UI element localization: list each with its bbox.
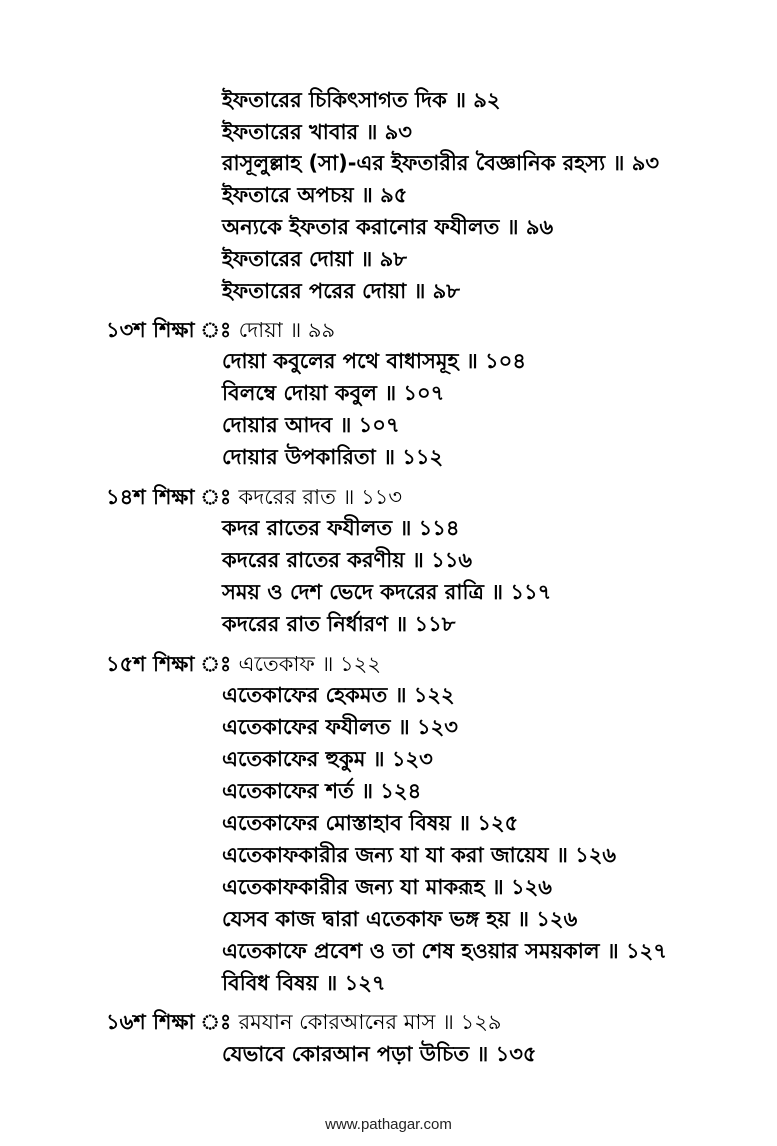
chapter-heading <box>106 650 381 678</box>
toc-entry: ইফতারের চিকিৎসাগত দিক ॥ ৯২ <box>222 88 501 112</box>
footer-url: www.pathagar.com <box>325 1116 452 1133</box>
toc-entry: বিবিধ বিষয় ॥ ১২৭ <box>222 971 386 995</box>
toc-entry: এতেকাফের হেকমত ॥ ১২২ <box>222 683 455 707</box>
toc-entry: এতেকাফের মোস্তাহাব বিষয় ॥ ১২৫ <box>222 811 519 835</box>
toc-entry: এতেকাফের ফযীলত ॥ ১২৩ <box>222 715 458 739</box>
toc-entry: অন্যকে ইফতার করানোর ফযীলত ॥ ৯৬ <box>222 215 554 239</box>
toc-entry: এতেকাফকারীর জন্য যা যা করা জায়েয ॥ ১২৬ <box>222 843 617 867</box>
chapter-label: ১৬শ শিক্ষা <box>106 1010 195 1034</box>
toc-entry: যেসব কাজ দ্বারা এতেকাফ ভঙ্গ হয় ॥ ১২৬ <box>222 907 578 931</box>
toc-entry: দোয়ার আদব ॥ ১০৭ <box>222 413 400 437</box>
toc-entry: দোয়া কবুলের পথে বাধাসমূহ ॥ ১০৪ <box>222 349 526 373</box>
toc-entry: কদর রাতের ফযীলত ॥ ১১৪ <box>222 516 460 540</box>
toc-entry: ইফতারের দোয়া ॥ ৯৮ <box>222 247 407 271</box>
toc-entry: কদরের রাতের করণীয় ॥ ১১৬ <box>222 548 473 572</box>
toc-entry: ইফতারের খাবার ॥ ৯৩ <box>222 120 412 144</box>
chapter-title: এতেকাফ ॥ ১২২ <box>238 652 381 676</box>
toc-entry: ইফতারে অপচয় ॥ ৯৫ <box>222 183 408 207</box>
toc-entry: এতেকাফের হুকুম ॥ ১২৩ <box>222 747 433 771</box>
chapter-label: ১৫শ শিক্ষা <box>106 652 195 676</box>
chapter-title: রমযান কোরআনের মাস ॥ ১২৯ <box>238 1010 502 1034</box>
toc-entry: সময় ও দেশ ভেদে কদরের রাত্রি ॥ ১১৭ <box>222 580 552 604</box>
chapter-label: ১৪শ শিক্ষা <box>106 485 195 509</box>
chapter-heading <box>106 1008 501 1036</box>
toc-entry: কদরের রাত নির্ধারণ ॥ ১১৮ <box>222 612 456 636</box>
toc-entry: রাসূলুল্লাহ (সা)-এর ইফতারীর বৈজ্ঞানিক রহস্য ॥ ৯৩ <box>222 151 660 175</box>
chapter-title: কদরের রাত ॥ ১১৩ <box>238 485 403 509</box>
toc-entry: এতেকাফে প্রবেশ ও তা শেষ হওয়ার সময়কাল ॥ ১২৭ <box>222 939 667 963</box>
toc-entry: দোয়ার উপকারিতা ॥ ১১২ <box>222 445 444 469</box>
toc-entry: যেভাবে কোরআন পড়া উচিত ॥ ১৩৫ <box>222 1042 537 1066</box>
toc-entry: এতেকাফকারীর জন্য যা মাকরূহ ॥ ১২৬ <box>222 875 552 899</box>
chapter-title: দোয়া ॥ ৯৯ <box>238 318 336 342</box>
toc-entry: এতেকাফের শর্ত ॥ ১২৪ <box>222 779 422 803</box>
toc-entry: ইফতারের পরের দোয়া ॥ ৯৮ <box>222 279 460 303</box>
chapter-heading <box>106 316 335 344</box>
chapter-label: ১৩শ শিক্ষা <box>106 318 195 342</box>
chapter-heading <box>106 483 402 511</box>
toc-entry: বিলম্বে দোয়া কবুল ॥ ১০৭ <box>222 381 445 405</box>
